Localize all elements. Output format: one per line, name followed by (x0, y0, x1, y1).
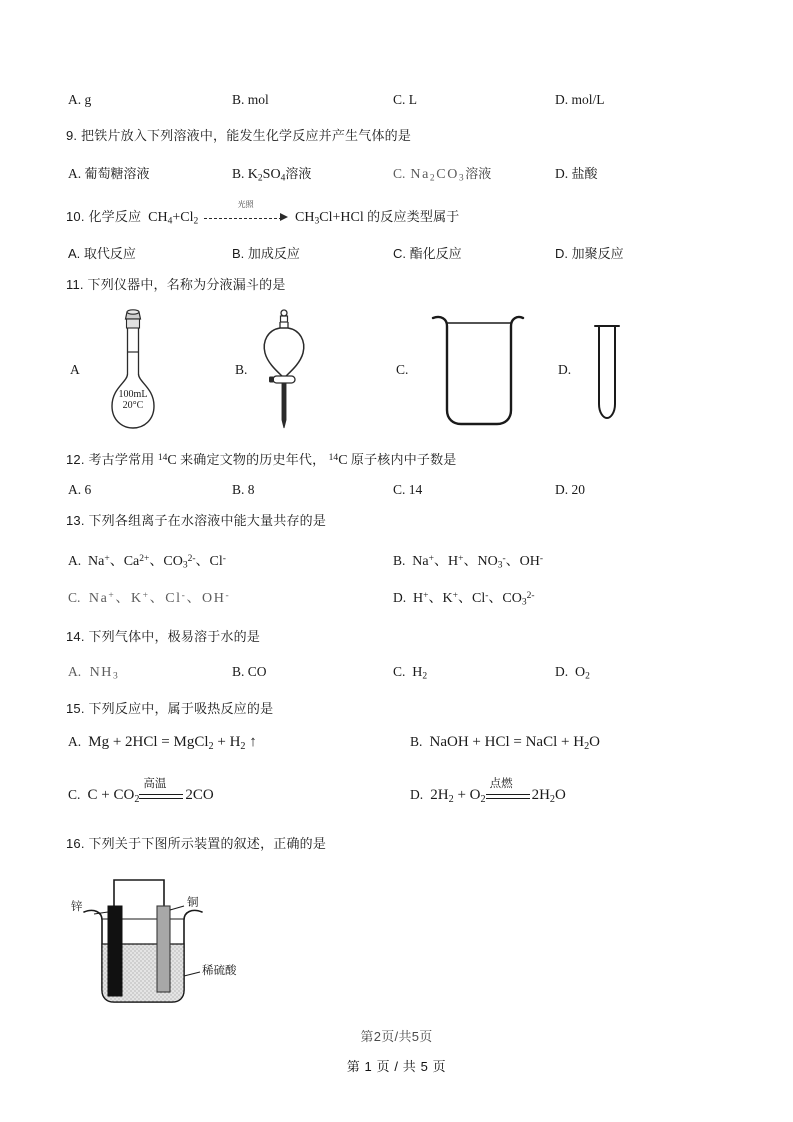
q15-option-a-equation: Mg + 2HCl = MgCl$_2$ + $H_2$ ↑ (84, 734, 257, 752)
q10-option-a: A. 取代反应 (68, 246, 136, 261)
q10-option-b: B. 加成反应 (232, 246, 300, 261)
q14-option-c-label: C. (393, 664, 406, 679)
q11-option-d-label: D. (558, 362, 572, 377)
q14-option-d-formula: $O_2$ (571, 665, 590, 682)
q13-option-b-ions: Na+、H+、$NO_3^-$、OH- (408, 554, 544, 571)
scanned-page-footer: 第2页/共5页 (360, 1029, 433, 1044)
q11-stem: 11. 下列仪器中，名称为分液漏斗的是 (66, 277, 286, 292)
q9-stem: 9. 把铁片放入下列溶液中，能发生化学反应并产生气体的是 (66, 128, 412, 143)
q15-option-d-label: D. (410, 787, 424, 802)
q13-option-d-ions: H+、K+、Cl-、$CO_3^{2-}$ (409, 591, 535, 608)
volumetric-flask-icon (103, 308, 163, 433)
q15-option-b-label: B. (410, 734, 423, 749)
galvanic-cell-diagram (72, 872, 302, 1012)
q15-option-c-condition: 高温 (143, 777, 167, 790)
q13-option-a-ions: Na+、$Ca^{2+}$、$CO_3^{2-}$、Cl- (84, 554, 226, 571)
reaction-arrow-icon (204, 199, 290, 225)
q10-products: $CH_3Cl+HCl$ (295, 210, 364, 227)
q9-option-a-label: A. (68, 166, 82, 181)
q12-option-a: A. 6 (68, 482, 92, 497)
q10-stem-suffix: 的反应类型属于 (367, 209, 460, 224)
q13-option-c-ions: Na+、K+、Cl-、OH- (83, 591, 231, 606)
q14-option-c-formula: $H_2$ (408, 665, 428, 682)
q15-option-d-left: $2H_2 + O_2$ (426, 787, 486, 805)
q9-option-c-text: 溶液 (465, 166, 492, 181)
q13-option-d-label: D. (393, 590, 407, 605)
test-tube-icon (590, 318, 624, 428)
q11-option-b-label: B. (235, 362, 248, 377)
copper-electrode-label: 铜 (187, 897, 199, 909)
q9-option-c-label: C. (393, 166, 406, 181)
q12-isotope-2: $^{14}$C (328, 453, 348, 468)
zinc-electrode-label: 锌 (71, 901, 83, 913)
q10-reactants: $CH_4+Cl_2$ (144, 210, 199, 227)
high-temperature-arrow-icon (139, 777, 185, 802)
q14-option-b: B. CO (232, 664, 267, 679)
q12-option-c: C. 14 (393, 482, 423, 497)
q9-option-d-text: 盐酸 (571, 166, 598, 181)
q13-stem: 13. 下列各组离子在水溶液中能大量共存的是 (66, 513, 327, 528)
q15-option-d-condition: 点燃 (489, 777, 513, 790)
q9-option-b-text: 溶液 (285, 166, 312, 181)
q9-option-b-formula: $K_2SO_4$ (247, 167, 286, 184)
q12-stem-part3: 原子核内中子数是 (350, 452, 457, 467)
q15-option-c-label: C. (68, 787, 81, 802)
electrolyte-label: 稀硫酸 (202, 965, 237, 977)
q15-option-c-left: $C + CO_2$ (83, 787, 140, 805)
q8-option-a: A. g (68, 92, 92, 107)
separating-funnel-icon (256, 308, 312, 433)
q14-option-a-label: A. (68, 664, 82, 679)
q12-option-d: D. 20 (555, 482, 585, 497)
q10-option-d: D. 加聚反应 (555, 246, 624, 261)
q9-option-c-formula: $Na_2CO_3$ (410, 167, 466, 184)
q8-option-d: D. mol/L (555, 92, 605, 107)
ignition-arrow-icon (486, 777, 532, 802)
q9-option-d-label: D. (555, 166, 569, 181)
q13-option-a-label: A. (68, 553, 82, 568)
q11-flask-caption-temp: 20°C (122, 399, 144, 411)
q11-flask-caption-volume: 100mL (118, 389, 148, 400)
q15-option-a-label: A. (68, 734, 82, 749)
q15-option-c-right: 2CO (185, 787, 214, 803)
q8-option-b: B. mol (232, 92, 269, 107)
page-footer: 第 1 页 / 共 5 页 (346, 1059, 447, 1074)
q12-isotope-1: $^{14}$C (157, 453, 177, 468)
q13-option-b-label: B. (393, 553, 406, 568)
q15-stem: 15. 下列反应中，属于吸热反应的是 (66, 701, 274, 716)
q14-option-d-label: D. (555, 664, 569, 679)
q10-stem-prefix: 10. 化学反应 (66, 209, 142, 224)
q16-stem: 16. 下列关于下图所示装置的叙述，正确的是 (66, 836, 327, 851)
q12-stem-part1: 12. 考古学常用 (66, 452, 155, 467)
q11-option-a-label: A (70, 362, 80, 377)
q14-stem: 14. 下列气体中，极易溶于水的是 (66, 629, 261, 644)
q14-option-a-formula: $NH_3$ (84, 665, 120, 682)
q12-option-b: B. 8 (232, 482, 255, 497)
beaker-icon (425, 312, 527, 430)
q11-option-c-label: C. (396, 362, 409, 377)
q9-option-a-text: 葡萄糖溶液 (84, 166, 150, 181)
q9-option-b-label: B. (232, 166, 245, 181)
q10-option-c: C. 酯化反应 (393, 246, 462, 261)
q10-condition: 光照 (237, 199, 254, 209)
q15-option-b-equation: NaOH + HCl = NaCl + $H_2O$ (425, 734, 600, 752)
q13-option-c-label: C. (68, 590, 81, 605)
q15-option-d-right: $2H_2O$ (531, 787, 566, 805)
q8-option-c: C. L (393, 92, 418, 107)
q12-stem-part2: 来确定文物的历史年代， (180, 452, 326, 467)
